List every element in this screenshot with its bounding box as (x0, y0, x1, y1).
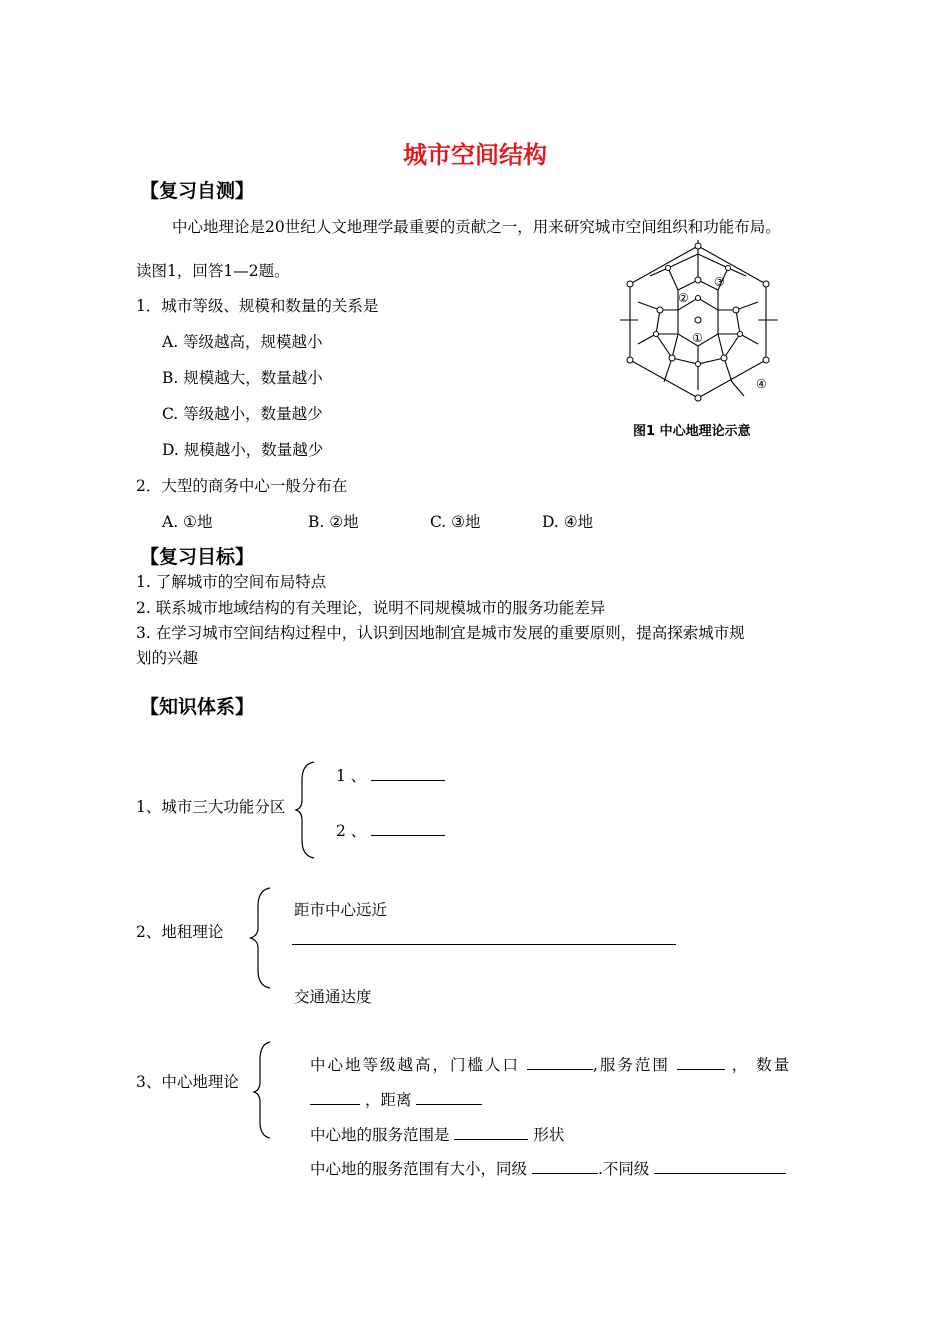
blank-field[interactable] (454, 1125, 528, 1140)
knowledge-2-brace (246, 886, 274, 990)
question-2-option-c: C. ③地 (430, 513, 481, 531)
marker-4: ④ (756, 377, 767, 391)
blank-field[interactable] (532, 1159, 598, 1174)
question-1-option-c: C. 等级越小，数量越少 (162, 405, 323, 423)
knowledge-1-item-1: 1 、 (336, 764, 445, 786)
knowledge-3-brace (252, 1040, 274, 1140)
blank-field[interactable] (310, 1090, 360, 1105)
knowledge-3-line-2: ，距离 (310, 1088, 482, 1110)
question-1-option-d: D. 规模越小，数量越少 (162, 441, 324, 459)
question-1-option-b: B. 规模越大，数量越小 (162, 369, 323, 387)
blank-field[interactable] (416, 1090, 482, 1105)
question-1-stem: 1．城市等级、规模和数量的关系是 (136, 297, 379, 315)
marker-2: ② (678, 291, 689, 305)
read-prompt: 读图1，回答1—2题。 (136, 262, 290, 280)
blank-field[interactable] (371, 821, 445, 836)
blank-field[interactable] (527, 1055, 593, 1070)
marker-3: ③ (714, 275, 725, 289)
knowledge-2-item-1: 距市中心远近 (294, 901, 388, 919)
knowledge-1-label: 1、城市三大功能分区 (136, 798, 286, 816)
goal-3: 3. 在学习城市空间结构过程中，认识到因地制宜是城市发展的重要原则，提高探索城市规 (136, 624, 745, 642)
section-review-test: 【复习自测】 (140, 180, 255, 202)
central-place-diagram (620, 240, 780, 405)
knowledge-3-line-3: 中心地的服务范围是 形状 (310, 1126, 565, 1144)
knowledge-1-item-2: 2 、 (336, 819, 445, 841)
page-title: 城市空间结构 (403, 141, 547, 169)
question-2-option-a: A. ①地 (162, 513, 213, 531)
knowledge-2-item-2: 交通通达度 (294, 988, 372, 1006)
blank-field[interactable] (654, 1159, 786, 1174)
knowledge-3-label: 3、中心地理论 (136, 1073, 239, 1091)
question-2-option-b: B. ②地 (308, 513, 359, 531)
figure-caption: 图1 中心地理论示意 (633, 424, 751, 439)
section-knowledge: 【知识体系】 (140, 696, 255, 718)
question-1-option-a: A. 等级越高，规模越小 (162, 333, 323, 351)
knowledge-3-line-4: 中心地的服务范围有大小，同级 .不同级 (310, 1157, 786, 1179)
question-2-stem: 2．大型的商务中心一般分布在 (136, 477, 348, 495)
goal-3-cont: 划的兴趣 (136, 649, 199, 667)
question-2-option-d: D. ④地 (542, 513, 594, 531)
goal-2: 2. 联系城市地域结构的有关理论，说明不同规模城市的服务功能差异 (136, 599, 606, 617)
intro-text: 中心地理论是20世纪人文地理学最重要的贡献之一，用来研究城市空间组织和功能布局。 (172, 218, 781, 236)
knowledge-2-label: 2、地租理论 (136, 923, 224, 941)
goal-1: 1. 了解城市的空间布局特点 (136, 573, 327, 591)
knowledge-1-brace (294, 760, 318, 860)
knowledge-3-line-1: 中心地等级越高，门槛人口 ,服务范围 ， 数量 (310, 1056, 792, 1074)
blank-field[interactable] (371, 766, 445, 781)
section-review-goals: 【复习目标】 (140, 546, 255, 568)
blank-field[interactable] (677, 1055, 725, 1070)
marker-1: ① (692, 331, 703, 345)
blank-line[interactable] (292, 944, 676, 945)
